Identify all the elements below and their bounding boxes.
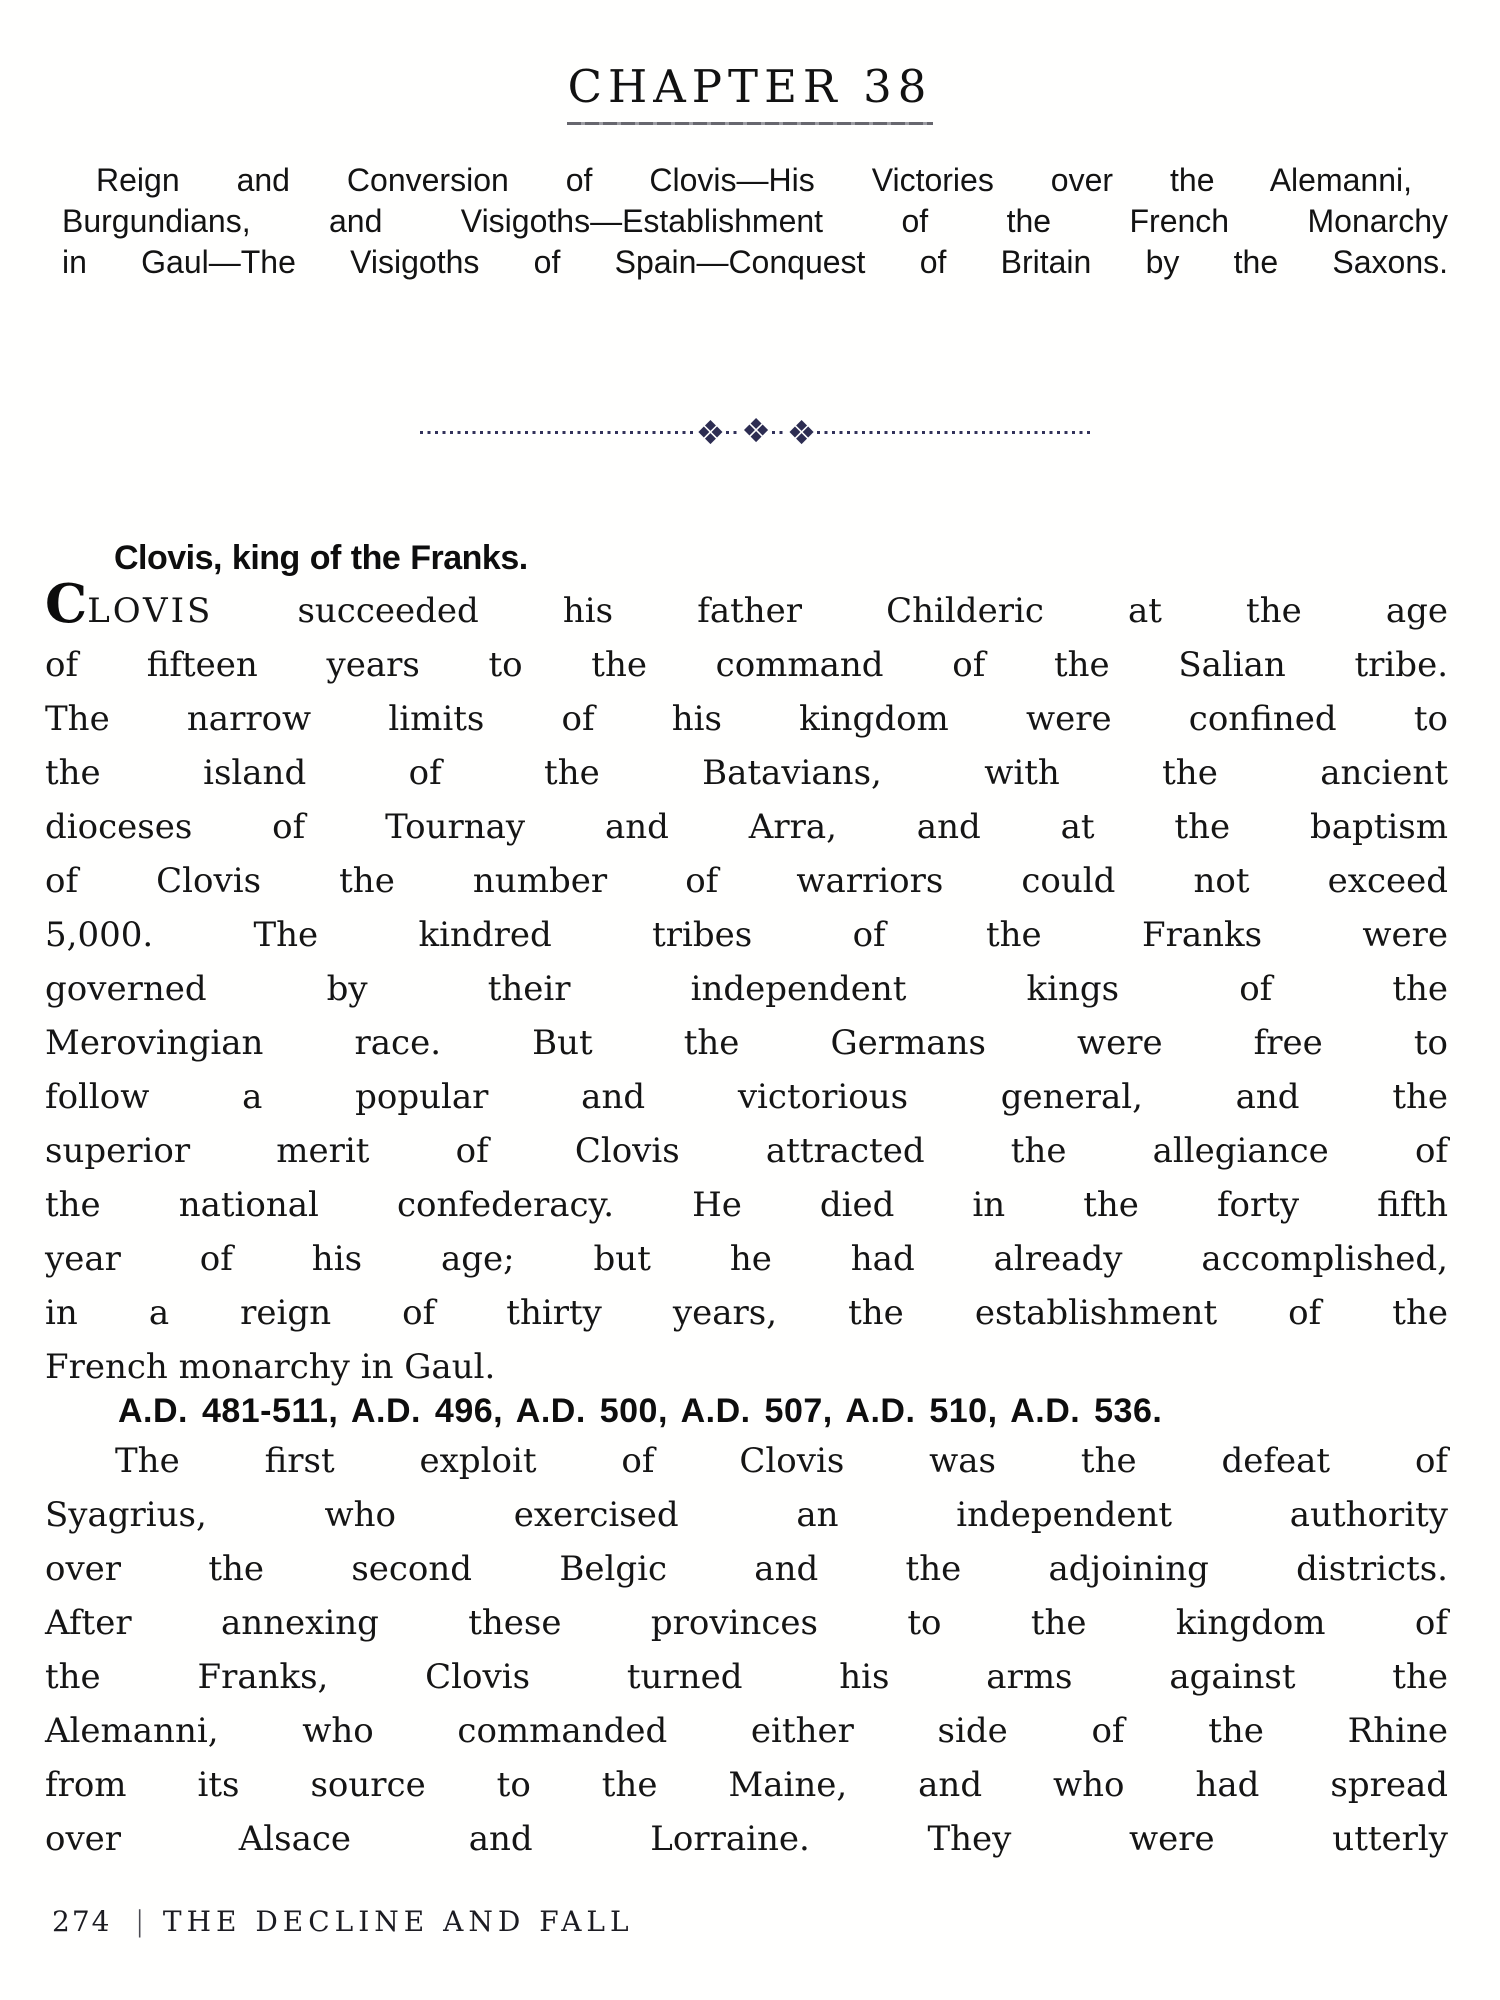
body-paragraph-2	[45, 1434, 1448, 1866]
summary-line: in Gaul—The Visigoths of Spain—Conquest of Britain by the Saxons.	[62, 244, 1448, 280]
paragraph-line-text: succeeded his father Childeric at the age	[297, 591, 1448, 631]
diamond-ornament-icon: ❖	[741, 410, 771, 450]
paragraph-line: 5,000. The kindred tribes of the Franks were	[45, 915, 1448, 955]
paragraph-line: over Alsace and Lorraine. They were utterly	[45, 1819, 1448, 1859]
paragraph-line: year of his age; but he had already accomplished,	[45, 1239, 1448, 1279]
summary-line: Reign and Conversion of Clovis—His Victories over the Alemanni,	[96, 162, 1412, 198]
section-divider	[420, 410, 1092, 452]
drop-cap: C	[45, 573, 88, 635]
dropcap-word-rest: LOVIS	[87, 591, 214, 631]
paragraph-line: Alemanni, who commanded either side of the Rhine	[45, 1711, 1448, 1751]
divider-dotted-line	[817, 431, 1092, 434]
chapter-head	[0, 60, 1500, 125]
page-footer	[52, 1905, 634, 1938]
diamond-ornament-icon: ❖	[695, 412, 726, 452]
divider-dotted-line	[772, 431, 786, 434]
paragraph-line: follow a popular and victorious general, and the	[45, 1077, 1448, 1117]
dates-subheading: A.D. 481-511, A.D. 496, A.D. 500, A.D. 507, A.D. 510, A.D. 536.	[118, 1392, 1163, 1430]
chapter-title-underline	[567, 122, 933, 125]
paragraph-line: dioceses of Tournay and Arra, and at the baptism	[45, 807, 1448, 847]
page-number: 274	[52, 1905, 112, 1938]
paragraph-line: After annexing these provinces to the kingdom of	[45, 1603, 1448, 1643]
paragraph-line: from its source to the Maine, and who had spread	[45, 1765, 1448, 1805]
paragraph-line: of Clovis the number of warriors could not exceed	[45, 861, 1448, 901]
book-title: THE DECLINE AND FALL	[162, 1905, 634, 1938]
paragraph-line: The narrow limits of his kingdom were confined to	[45, 699, 1448, 739]
chapter-title: CHAPTER 38	[567, 60, 933, 113]
footer-separator: |	[136, 1905, 144, 1938]
body-paragraph-1	[45, 573, 1448, 1394]
paragraph-line: The first exploit of Clovis was the defeat of	[115, 1441, 1448, 1481]
chapter-summary	[62, 160, 1448, 283]
paragraph-line: the island of the Batavians, with the ancient	[45, 753, 1448, 793]
diamond-ornament-icon: ❖	[786, 412, 817, 452]
divider-dotted-line	[420, 431, 695, 434]
paragraph-line	[45, 573, 1448, 638]
paragraph-line: in a reign of thirty years, the establishment of the	[45, 1293, 1448, 1333]
paragraph-line: the Franks, Clovis turned his arms against the	[45, 1657, 1448, 1697]
paragraph-line: Merovingian race. But the Germans were free to	[45, 1023, 1448, 1063]
paragraph-line: governed by their independent kings of the	[45, 969, 1448, 1009]
paragraph-line: superior merit of Clovis attracted the allegiance of	[45, 1131, 1448, 1171]
summary-line: Burgundians, and Visigoths—Establishment of the French Monarchy	[62, 203, 1448, 239]
paragraph-line: French monarchy in Gaul.	[45, 1347, 496, 1387]
paragraph-line: of fifteen years to the command of the Salian tribe.	[45, 645, 1448, 685]
paragraph-line: Syagrius, who exercised an independent authority	[45, 1495, 1448, 1535]
paragraph-line: over the second Belgic and the adjoining districts.	[45, 1549, 1448, 1589]
paragraph-line: the national confederacy. He died in the forty fifth	[45, 1185, 1448, 1225]
section-heading: Clovis, king of the Franks.	[114, 539, 528, 577]
divider-dotted-line	[726, 431, 740, 434]
